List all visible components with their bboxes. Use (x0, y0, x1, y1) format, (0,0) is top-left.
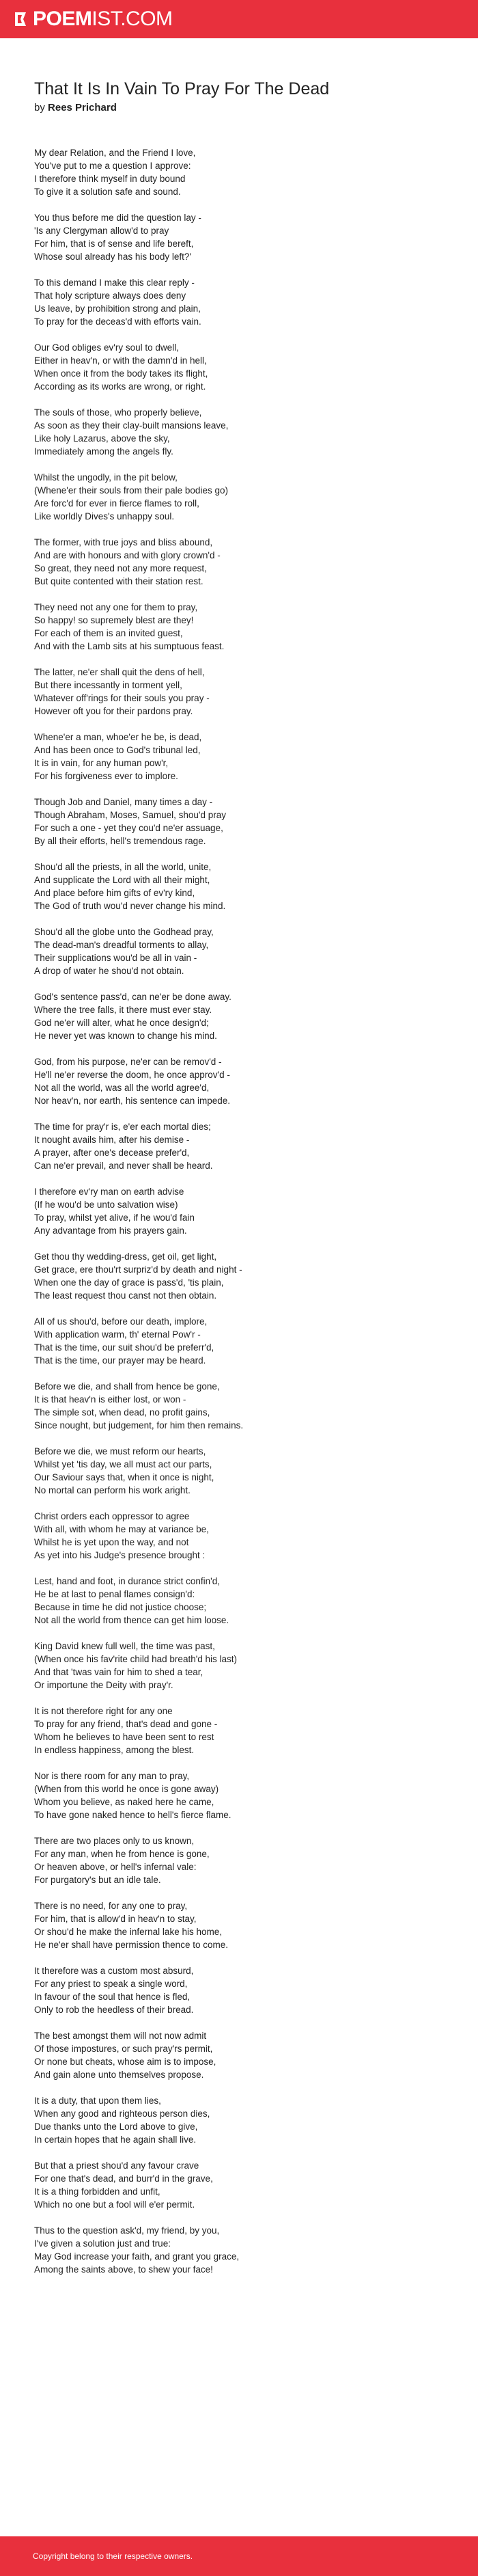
stanza (34, 1250, 444, 1302)
poem-line: Like worldly Dives's unhappy soul. (34, 511, 175, 521)
poem-line: The time for pray'r is, e'er each mortal dies; (34, 1122, 211, 1132)
stanza (34, 1120, 444, 1172)
poem-line: Due thanks unto the Lord above to give, (34, 2121, 198, 2132)
poem-line: God's sentence pass'd, can ne'er be done away. (34, 992, 231, 1002)
poem-line: Their supplications wou'd be all in vain - (34, 953, 197, 963)
poem-line: To this demand I make this clear reply - (34, 277, 195, 288)
poem-line: Our Saviour says that, when it once is night, (34, 1472, 214, 1482)
poem-line: By all their efforts, hell's tremendous rage. (34, 836, 206, 846)
poem-line: It is that heav'n is either lost, or won - (34, 1394, 186, 1405)
poem-line: And place before him gifts of ev'ry kind, (34, 888, 195, 898)
poem-line: Any advantage from his prayers gain. (34, 1225, 187, 1236)
poem-line: Shou'd all the priests, in all the world, unite, (34, 862, 212, 872)
stanza (34, 731, 444, 783)
stanza (34, 990, 444, 1042)
poem-line: (When from this world he once is gone away) (34, 1784, 219, 1794)
stanza (34, 1055, 444, 1107)
stanza (34, 146, 444, 198)
poem-line: The latter, ne'er shall quit the dens of hell, (34, 667, 205, 677)
stanza (34, 1640, 444, 1692)
poem-line: However oft you for their pardons pray. (34, 706, 193, 716)
poem-line: You've put to me a question I approve: (34, 161, 191, 171)
poem-line: And are with honours and with glory crown'd - (34, 550, 221, 560)
poem-line: When once it from the body takes its flight, (34, 368, 208, 379)
poem-content (0, 38, 478, 2536)
poem-line: Not all the world from thence can get him loose. (34, 1615, 229, 1625)
poem-line: For his forgiveness ever to implore. (34, 771, 178, 781)
stanza (34, 1575, 444, 1627)
poem-line: Get grace, ere thou'rt surpriz'd by death and night - (34, 1264, 242, 1275)
poem-line: In favour of the soul that hence is fled, (34, 1992, 191, 2002)
poem-line: He never yet was known to change his mind. (34, 1031, 217, 1041)
stanza (34, 925, 444, 977)
poem-line: When any good and righteous person dies, (34, 2109, 210, 2119)
poem-line: He'll ne'er reverse the doom, he once approv'd - (34, 1070, 230, 1080)
poem-line: King David knew full well, the time was past, (34, 1641, 215, 1651)
poem-line: For any man, when he from hence is gone, (34, 1849, 210, 1859)
stanza (34, 1899, 444, 1951)
stanza (34, 666, 444, 718)
poem-line: God ne'er will alter, what he once design'd; (34, 1018, 209, 1028)
poem-line: For each of them is an invited guest, (34, 628, 183, 638)
poem-line: Only to rob the heedless of their bread. (34, 2005, 194, 2015)
poem-line: In endless happiness, among the blest. (34, 1745, 195, 1755)
poem-line: In certain hopes that he again shall live. (34, 2134, 197, 2145)
stanza (34, 341, 444, 393)
poem-line: Before we die, and shall from hence be gone, (34, 1381, 220, 1392)
poem-line: Get thou thy wedding-dress, get oil, get light, (34, 1251, 217, 1262)
poem-line: Which no one but a fool will e'er permit. (34, 2199, 195, 2210)
poem-line: Nor is there room for any man to pray, (34, 1771, 190, 1781)
poem-line: So great, they need not any more request, (34, 563, 207, 573)
poem-line: To have gone naked hence to hell's fierce flame. (34, 1810, 231, 1820)
poem-line: May God increase your faith, and grant you grace, (34, 2251, 240, 2262)
stanza (34, 406, 444, 458)
poem-line: Since nought, but judgement, for him then remains. (34, 1420, 244, 1431)
poem-line: Before we die, we must reform our hearts, (34, 1446, 206, 1456)
poem-line: Whom he believes to have been sent to rest (34, 1732, 214, 1742)
byline-prefix: by (34, 102, 45, 113)
poem-line: (Whene'er their souls from their pale bodies go) (34, 485, 228, 496)
stanza (34, 211, 444, 263)
poem-line: And supplicate the Lord with all their might, (34, 875, 210, 885)
poem-line: (When once his fav'rite child had breath'd his last) (34, 1654, 238, 1664)
poem-line: For any priest to speak a single word, (34, 1979, 188, 1989)
stanza (34, 860, 444, 912)
poem-line: It is a duty, that upon them lies, (34, 2096, 161, 2106)
poem-line: Whilst he is yet upon the way, and not (34, 1537, 189, 1547)
stanza (34, 2094, 444, 2146)
poem-line: Christ orders each oppressor to agree (34, 1511, 190, 1521)
poem-line: Of those impostures, or such pray'rs permit, (34, 2044, 213, 2054)
poem-line: Whatever off'rings for their souls you pray - (34, 693, 210, 703)
byline (34, 102, 444, 113)
poem-line: To pray for the deceas'd with efforts vain. (34, 316, 201, 327)
poem-line: Though Abraham, Moses, Samuel, shou'd pray (34, 810, 226, 820)
poem-line: Though Job and Daniel, many times a day - (34, 797, 213, 807)
stanza (34, 796, 444, 848)
stanza (34, 1185, 444, 1237)
poem-line: As soon as they their clay-built mansions leave, (34, 420, 229, 431)
poem-line: Whene'er a man, whoe'er he be, is dead, (34, 732, 202, 742)
poem-line: There are two places only to us known, (34, 1836, 195, 1846)
poem-line: Nor heav'n, nor earth, his sentence can impede. (34, 1096, 230, 1106)
poem-line: But there incessantly in torment yell, (34, 680, 182, 690)
poem-line: They need not any one for them to pray, (34, 602, 198, 612)
poem-line: Lest, hand and foot, in durance strict confin'd, (34, 1576, 220, 1586)
poem-line: And with the Lamb sits at his sumptuous feast. (34, 641, 225, 651)
poem-line: As yet into his Judge's presence brought : (34, 1550, 206, 1560)
poem-line: And that 'twas vain for him to shed a tear, (34, 1667, 203, 1677)
poem-title: That It Is In Vain To Pray For The Dead (34, 79, 330, 98)
poem-line: To pray for any friend, that's dead and gone - (34, 1719, 218, 1729)
poem-line: But quite contented with their station rest. (34, 576, 203, 586)
poem-line: Whilst the ungodly, in the pit below, (34, 472, 178, 483)
poem-line: According as its works are wrong, or right. (34, 381, 206, 392)
poem-line: That is the time, our prayer may be heard. (34, 1355, 206, 1366)
poem-line: There is no need, for any one to pray, (34, 1901, 188, 1911)
poem-line: For one that's dead, and burr'd in the grave, (34, 2173, 213, 2184)
stanza (34, 1834, 444, 1886)
poem-line: It therefore was a custom most absurd, (34, 1966, 194, 1976)
footer-copyright: Copyright belong to their respective owners. (33, 2551, 193, 2561)
poem-line: The former, with true joys and bliss abound, (34, 537, 213, 547)
poem-line: He ne'er shall have permission thence to come. (34, 1940, 228, 1950)
poem-line: I therefore ev'ry man on earth advise (34, 1187, 184, 1197)
stanza (34, 536, 444, 588)
poem-logo-icon (12, 11, 29, 27)
stanza (34, 1770, 444, 1821)
poem-line: (If he wou'd be unto salvation wise) (34, 1199, 178, 1210)
poem-line: Or importune the Deity with pray'r. (34, 1680, 173, 1690)
poem-body (34, 146, 444, 2276)
poem-line: For purgatory's but an idle tale. (34, 1875, 161, 1885)
poem-line: Whom you believe, as naked here he came, (34, 1797, 214, 1807)
poem-line: A prayer, after one's decease prefer'd, (34, 1148, 190, 1158)
poem-line: You thus before me did the question lay - (34, 213, 201, 223)
stanza (34, 1380, 444, 1432)
poem-line: Or shou'd he make the infernal lake his home, (34, 1927, 222, 1937)
poem-line: For such a one - yet they cou'd ne'er assuage, (34, 823, 223, 833)
poem-line: No mortal can perform his work aright. (34, 1485, 191, 1495)
poem-line: When one the day of grace is pass'd, 'tis plain, (34, 1277, 224, 1288)
poem-line: Are forc'd for ever in fierce flames to roll, (34, 498, 199, 509)
poem-line: Where the tree falls, it there must ever stay. (34, 1005, 212, 1015)
author-link[interactable]: Rees Prichard (48, 102, 117, 113)
poem-line: Or none but cheats, whose aim is to impose, (34, 2057, 216, 2067)
stanza (34, 471, 444, 523)
poem-line: To pray, whilst yet alive, if he wou'd fain (34, 1212, 195, 1223)
stanza (34, 1964, 444, 2016)
poem-line: He be at last to penal flames consign'd: (34, 1589, 195, 1599)
site-logo[interactable] (12, 9, 173, 29)
poem-line: It is in vain, for any human pow'r, (34, 758, 169, 768)
poem-line: The God of truth wou'd never change his mind. (34, 901, 226, 911)
poem-line: Not all the world, was all the world agree'd, (34, 1083, 210, 1093)
stanza (34, 1705, 444, 1757)
poem-line: God, from his purpose, ne'er can be remov'd - (34, 1057, 222, 1067)
poem-line: For him, that is of sense and life bereft, (34, 239, 194, 249)
stanza (34, 1315, 444, 1367)
poem-line: It is not therefore right for any one (34, 1706, 173, 1716)
poem-line: The simple sot, when dead, no profit gains, (34, 1407, 210, 1418)
poem-line: My dear Relation, and the Friend I love, (34, 148, 196, 158)
poem-line: Our God obliges ev'ry soul to dwell, (34, 342, 179, 353)
footer (0, 2536, 478, 2576)
poem-line: All of us shou'd, before our death, implore, (34, 1316, 208, 1327)
poem-line: Us leave, by prohibition strong and plain, (34, 303, 201, 314)
poem-line: Either in heav'n, or with the damn'd in hell, (34, 355, 207, 366)
poem-line: Like holy Lazarus, above the sky, (34, 433, 170, 444)
poem-line: The best amongst them will not now admit (34, 2031, 207, 2041)
poem-line: Whilst yet 'tis day, we all must act our parts, (34, 1459, 212, 1469)
poem-line: Immediately among the angels fly. (34, 446, 173, 457)
poem-line: It is a thing forbidden and unfit, (34, 2186, 160, 2197)
poem-line: So happy! so supremely blest are they! (34, 615, 194, 625)
poem-line: For him, that is allow'd in heav'n to stay, (34, 1914, 197, 1924)
poem-line: Because in time he did not justice choose; (34, 1602, 207, 1612)
stanza (34, 1445, 444, 1497)
poem-line: The dead-man's dreadful torments to allay, (34, 940, 209, 950)
poem-line: And has been once to God's tribunal led, (34, 745, 201, 755)
site-logo-text (33, 9, 173, 29)
poem-line: That holy scripture always does deny (34, 290, 186, 301)
stanza (34, 2224, 444, 2276)
poem-line: With application warm, th' eternal Pow'r - (34, 1329, 201, 1340)
poem-line: Thus to the question ask'd, my friend, by you, (34, 2225, 220, 2236)
poem-line: Whose soul already has his body left?' (34, 252, 191, 262)
poem-line: A drop of water he shou'd not obtain. (34, 966, 184, 976)
poem-line: With all, with whom he may at variance be, (34, 1524, 209, 1534)
poem-line: That is the time, our suit shou'd be preferr'd, (34, 1342, 214, 1353)
poem-line: The souls of those, who properly believe, (34, 407, 202, 418)
poem-line: 'Is any Clergyman allow'd to pray (34, 226, 169, 236)
poem-line: Shou'd all the globe unto the Godhead pray, (34, 927, 214, 937)
logo-text-light: IST.COM (92, 8, 173, 30)
poem-line: Or heaven above, or hell's infernal vale: (34, 1862, 197, 1872)
stanza (34, 601, 444, 653)
poem-line: I've given a solution just and true: (34, 2238, 171, 2249)
poem-line: Can ne'er prevail, and never shall be heard. (34, 1161, 213, 1171)
poem-line: It nought avails him, after his demise - (34, 1135, 190, 1145)
poem-line: I therefore think myself in duty bound (34, 174, 186, 184)
stanza (34, 276, 444, 328)
poem-line: The least request thou canst not then obtain. (34, 1290, 217, 1301)
poem-line: Among the saints above, to shew your face! (34, 2264, 213, 2275)
stanza (34, 1510, 444, 1562)
stanza (34, 2159, 444, 2211)
stanza (34, 2029, 444, 2081)
top-bar (0, 0, 478, 38)
poem-line: But that a priest shou'd any favour crave (34, 2160, 199, 2171)
poem-line: To give it a solution safe and sound. (34, 187, 181, 197)
logo-text-strong: POEM (33, 8, 92, 30)
poem-line: And gain alone unto themselves propose. (34, 2070, 204, 2080)
